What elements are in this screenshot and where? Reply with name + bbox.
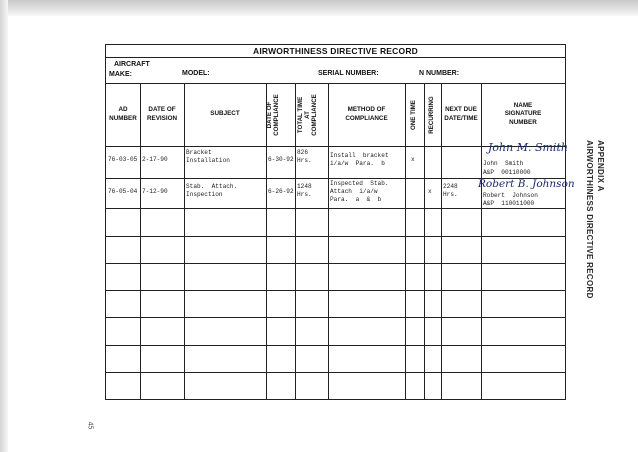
row1-compliance-date: 6-30-92: [268, 156, 294, 163]
row1-name: John Smith: [483, 160, 524, 167]
rule-row-8: [106, 372, 565, 373]
row2-method: Inspected Stab. Attach i/a/w Para. a & b: [330, 180, 389, 203]
col-subject: SUBJECT: [210, 110, 240, 118]
rule-row-7: [106, 345, 565, 346]
row1-revision: 2-17-90: [142, 156, 168, 163]
row2-ad-number: 76-05-04: [108, 188, 138, 195]
rule-row-3: [106, 236, 565, 237]
row2-recurring-mark: x: [428, 188, 432, 195]
serial-number-label: SERIAL NUMBER:: [318, 70, 379, 77]
rule-row-5: [106, 290, 565, 291]
aircraft-make-label-1: AIRCRAFT: [114, 61, 150, 68]
row1-total-time: 826 Hrs.: [297, 149, 312, 164]
row2-name: Robert Johnson: [483, 192, 538, 199]
row2-next-due: 2248 Hrs.: [443, 183, 458, 198]
page-number: 45: [86, 421, 94, 430]
row2-compliance-date: 6-26-92: [268, 188, 294, 195]
col-divider-7: [424, 83, 425, 399]
col-total-time: TOTAL TIME AT COMPLIANCE: [297, 94, 318, 136]
row1-one-time-mark: x: [411, 156, 415, 163]
rule-row-6: [106, 317, 565, 318]
row1-signature: John M. Smith: [488, 141, 568, 154]
scan-shadow-left: [0, 0, 8, 452]
col-recurring: RECURRING: [428, 96, 435, 134]
n-number-label: N NUMBER:: [419, 70, 460, 77]
col-divider-4: [295, 83, 296, 399]
col-next-due: NEXT DUE DATE/TIME: [444, 106, 478, 122]
col-date-of-compliance: DATE OF COMPLIANCE: [266, 94, 280, 136]
rule-row-2: [106, 208, 565, 209]
col-method-of-compliance: METHOD OF COMPLIANCE: [345, 106, 388, 122]
col-one-time: ONE TIME: [410, 100, 417, 130]
row2-signature: Robert B. Johnson: [478, 178, 575, 190]
col-signature: NAME SIGNATURE NUMBER: [504, 101, 542, 126]
row2-revision: 7-12-90: [142, 188, 168, 195]
col-ad-number: AD NUMBER: [109, 106, 137, 122]
aircraft-make-label-2: MAKE:: [109, 71, 132, 78]
row1-method: Install bracket i/a/w Para. b: [330, 152, 389, 167]
rule-row-4: [106, 263, 565, 264]
ad-record-form: [105, 44, 575, 400]
row1-number: A&P 00110000: [483, 169, 531, 176]
col-divider-6: [405, 83, 406, 399]
col-date-of-revision: DATE OF REVISION: [146, 106, 178, 122]
form-title: AIRWORTHINESS DIRECTIVE RECORD: [253, 46, 418, 56]
row1-ad-number: 76-03-05: [108, 156, 138, 163]
appendix-caption: [583, 140, 623, 340]
rule-title: [106, 57, 565, 58]
model-label: MODEL:: [182, 70, 210, 77]
row1-subject: Bracket Installation: [186, 149, 230, 164]
scan-shadow-top: [0, 0, 638, 16]
row2-number: A&P 110011000: [483, 200, 535, 207]
row2-subject: Stab. Attach. Inspection: [186, 183, 238, 198]
row2-total-time: 1248 Hrs.: [297, 183, 312, 198]
appendix-caption-line1: APPENDIX A: [596, 140, 605, 192]
appendix-caption-line2: AIRWORTHINESS DIRECTIVE RECORD: [585, 140, 594, 299]
